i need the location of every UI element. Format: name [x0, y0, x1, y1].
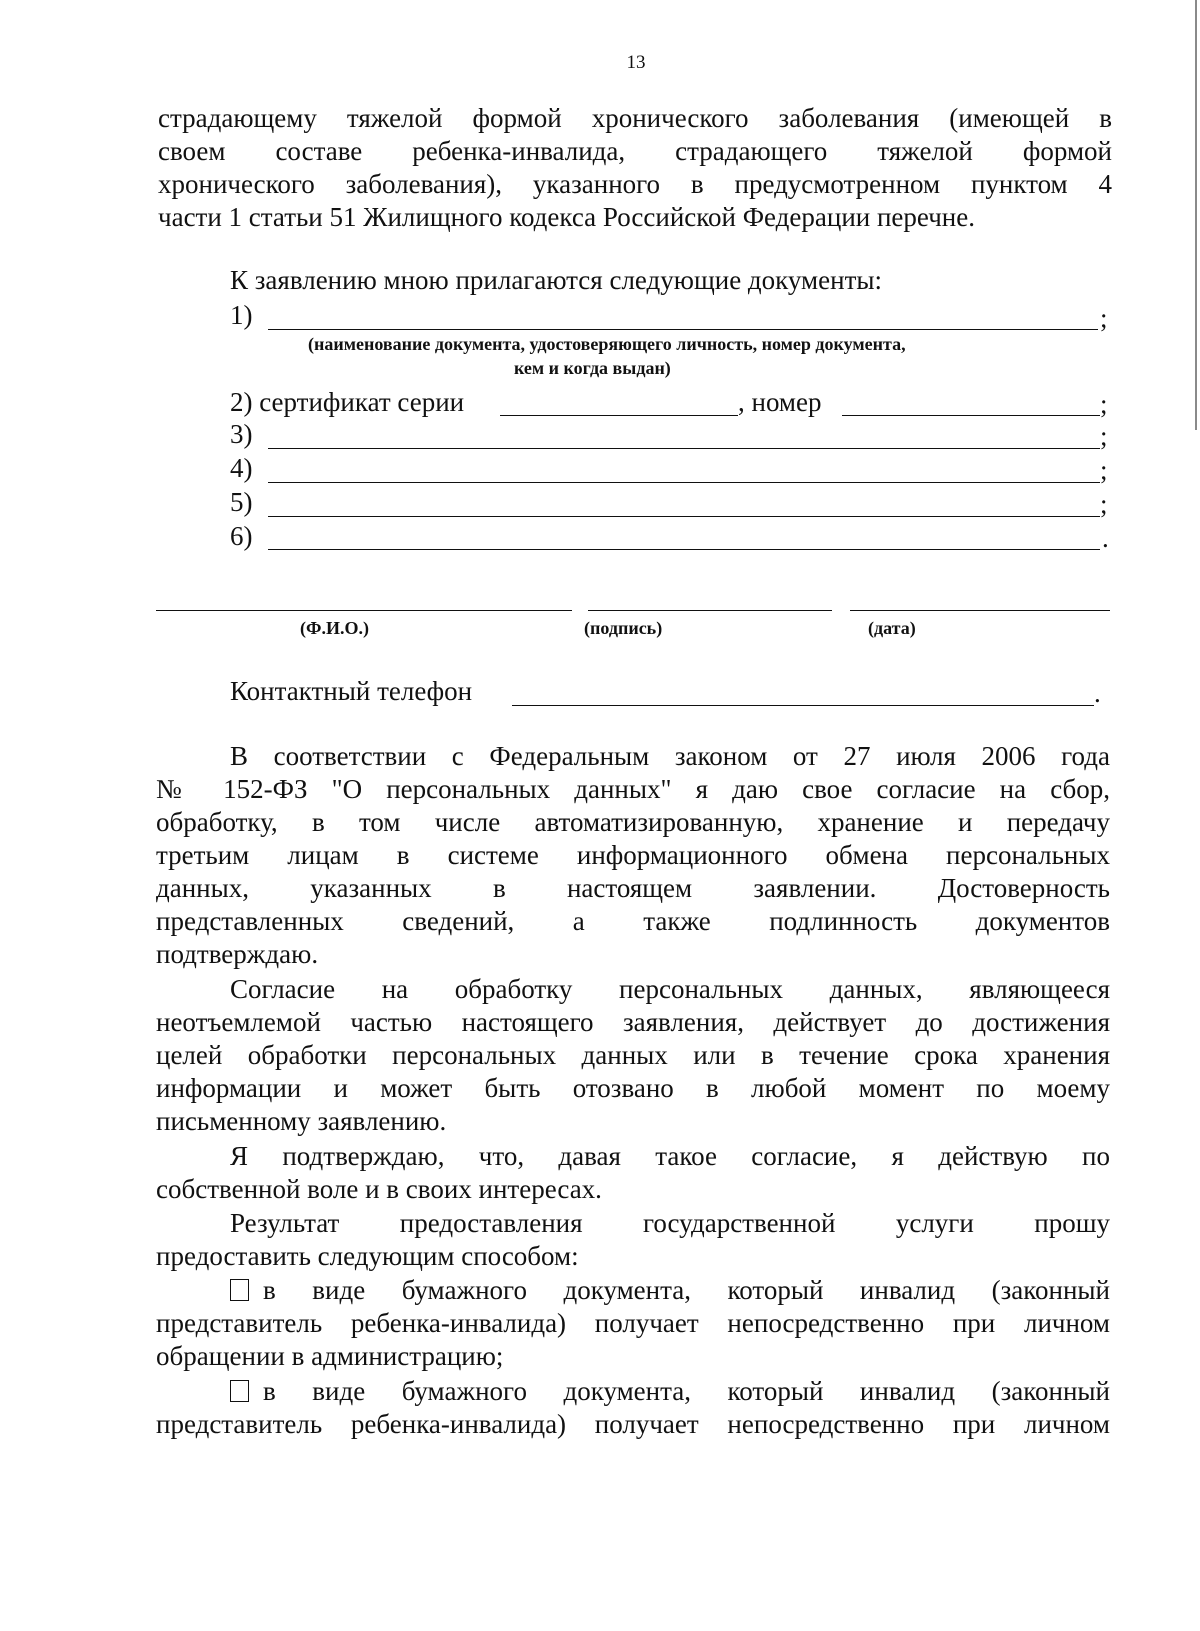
period: . — [1094, 678, 1101, 708]
validity-line: целей обработки персональных данных или в течение срока хранения — [156, 1040, 1110, 1070]
consent-line: представленных сведений, а также подлинность документов — [156, 906, 1110, 936]
attachment-item-1-hint: кем и когда выдан) — [514, 358, 671, 378]
semicolon: ; — [1100, 455, 1108, 485]
semicolon: ; — [1100, 421, 1108, 451]
attachment-item-1-field[interactable] — [268, 329, 1098, 330]
semicolon: ; — [1100, 489, 1108, 519]
consent-line: В соответствии с Федеральным законом от 27 июля 2006 года — [230, 741, 1110, 771]
attachment-item-5-field[interactable] — [268, 516, 1100, 517]
option-1-line: представитель ребенка-инвалида) получает непосредственно при личном — [156, 1308, 1110, 1338]
consent-line: данных, указанных в настоящем заявлении. Достоверность — [156, 873, 1110, 903]
page-number: 13 — [626, 52, 646, 73]
semicolon: ; — [1100, 389, 1108, 419]
attachment-item-3-label: 3) — [230, 419, 253, 449]
validity-line: неотъемлемой частью настоящего заявления, действует до достижения — [156, 1007, 1110, 1037]
attachment-item-5-label: 5) — [230, 487, 253, 517]
consent-line: обработку, в том числе автоматизированную, хранение и передачу — [156, 807, 1110, 837]
intro-line: своем составе ребенка-инвалида, страдающего тяжелой формой — [158, 136, 1112, 166]
date-field[interactable] — [850, 610, 1110, 611]
contact-phone-field[interactable] — [512, 705, 1094, 706]
contact-phone-label: Контактный телефон — [230, 676, 473, 706]
signature-field[interactable] — [588, 610, 832, 611]
option-2-checkbox[interactable] — [230, 1380, 249, 1402]
validity-line: информации и может быть отозвано в любой момент по моему — [156, 1073, 1110, 1103]
consent-line: № 152-ФЗ "О персональных данных" я даю свое согласие на сбор, — [156, 774, 1110, 804]
semicolon: ; — [1100, 303, 1108, 333]
option-1-row — [230, 1274, 1110, 1306]
certificate-number-field[interactable] — [842, 415, 1100, 416]
certificate-series-label: 2) сертификат серии — [230, 387, 465, 417]
fio-field[interactable] — [156, 610, 572, 611]
option-2-line: представитель ребенка-инвалида) получает непосредственно при личном — [156, 1409, 1110, 1439]
attachment-item-4-field[interactable] — [268, 482, 1100, 483]
attachment-item-6-label: 6) — [230, 521, 253, 551]
validity-line: письменному заявлению. — [156, 1106, 447, 1136]
own-will-line: Я подтверждаю, что, давая такое согласие, я действую по — [230, 1141, 1110, 1171]
result-line: предоставить следующим способом: — [156, 1241, 579, 1271]
fio-caption: (Ф.И.О.) — [300, 618, 369, 638]
option-1-line: обращении в администрацию; — [156, 1341, 504, 1371]
consent-line: подтверждаю. — [156, 939, 319, 969]
own-will-line: собственной воле и в своих интересах. — [156, 1174, 602, 1204]
attachment-item-6-field[interactable] — [268, 549, 1100, 550]
option-1-checkbox[interactable] — [230, 1279, 249, 1301]
certificate-number-label: , номер — [738, 387, 822, 417]
result-line: Результат предоставления государственной услуги прошу — [230, 1208, 1110, 1238]
signature-caption: (подпись) — [584, 618, 663, 638]
option-1-text: в виде бумажного документа, который инвалид (законный — [263, 1275, 1110, 1305]
option-2-text: в виде бумажного документа, который инвалид (законный — [263, 1376, 1110, 1406]
validity-line: Согласие на обработку персональных данных, являющееся — [230, 974, 1110, 1004]
period: . — [1102, 523, 1109, 553]
intro-line: хронического заболевания), указанного в предусмотренном пунктом 4 — [158, 169, 1112, 199]
certificate-series-field[interactable] — [500, 415, 738, 416]
attachment-item-3-field[interactable] — [268, 448, 1100, 449]
consent-line: третьим лицам в системе информационного обмена персональных — [156, 840, 1110, 870]
attachment-item-1-hint: (наименование документа, удостоверяющего личность, номер документа, — [308, 334, 906, 354]
intro-line: страдающему тяжелой формой хронического заболевания (имеющей в — [158, 103, 1112, 133]
attachment-item-4-label: 4) — [230, 453, 253, 483]
date-caption: (дата) — [868, 618, 916, 638]
option-2-row — [230, 1375, 1110, 1407]
attachments-heading: К заявлению мною прилагаются следующие документы: — [230, 265, 883, 295]
intro-line: части 1 статьи 51 Жилищного кодекса Российской Федерации перечне. — [158, 202, 975, 232]
attachment-item-1-label: 1) — [230, 300, 253, 330]
